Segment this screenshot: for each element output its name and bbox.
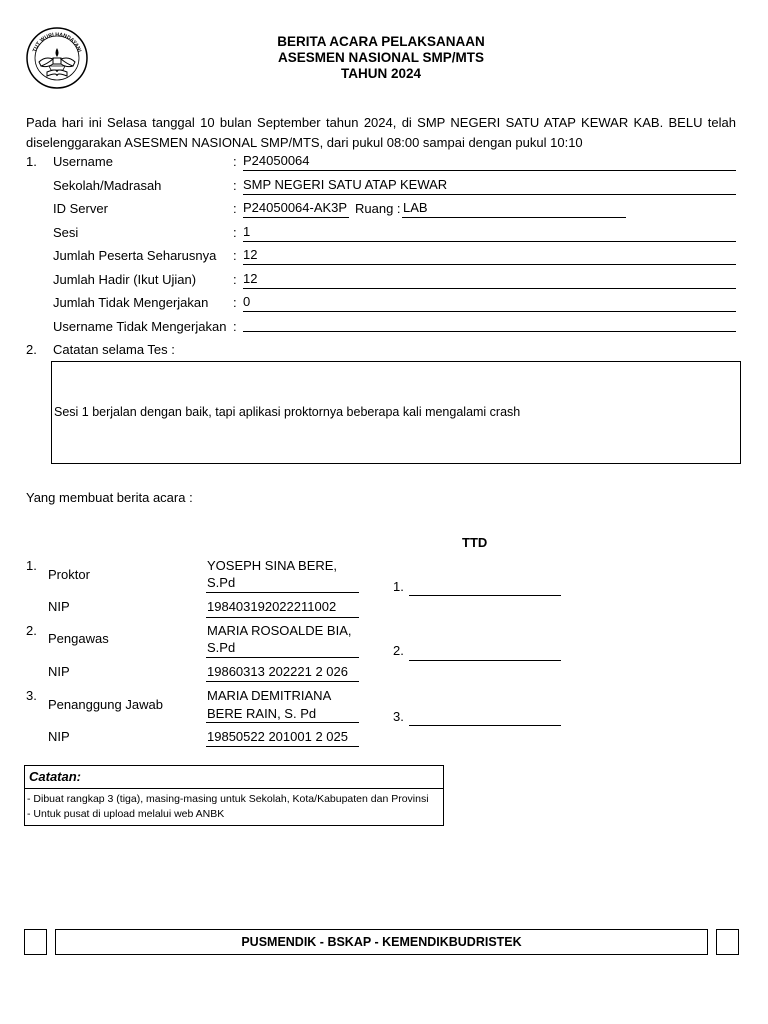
signer-name-line1: MARIA ROSOALDE BIA, [207,623,352,638]
not-working-count-underline [243,311,736,312]
signer-number: 1. [26,558,37,573]
field-colon: : [233,319,237,334]
signer-name-line2: BERE RAIN, S. Pd [207,706,317,721]
nip-label: NIP [48,599,70,614]
signer-name-line1: YOSEPH SINA BERE, [207,558,338,573]
id-server-value: P24050064-AK3P [243,200,348,215]
id-server-label: ID Server [53,201,108,216]
nip-label: NIP [48,664,70,679]
field-colon: : [233,248,237,263]
signer-name-line2: S.Pd [207,640,236,655]
nip-label: NIP [48,729,70,744]
footer-right-square [716,929,739,955]
svg-text:TUT WURI HANDAYANI: TUT WURI HANDAYANI [31,31,83,53]
signer-nip-underline [206,617,359,618]
field-colon: : [233,295,237,310]
ttd-number: 2. [393,643,404,658]
username-label: Username [53,154,113,169]
school-value: SMP NEGERI SATU ATAP KEWAR [243,177,448,192]
signer-number: 3. [26,688,37,703]
signer-name-underline [206,722,359,723]
signer-nip: 19860313 202221 2 026 [207,664,348,679]
document-title-line1: BERITA ACARA PELAKSANAAN [277,34,485,49]
not-working-count-value: 0 [243,294,251,309]
signer-name-line2: S.Pd [207,575,236,590]
catatan-item: - Dibuat rangkap 3 (tiga), masing-masing untuk Sekolah, Kota/Kabupaten dan Provinsi [27,793,429,805]
section2-number: 2. [26,342,37,357]
attendance-underline [243,288,736,289]
catatan-box [24,765,444,826]
footer-box [55,929,708,955]
ttd-heading: TTD [462,535,488,550]
not-working-count-label: Jumlah Tidak Mengerjakan [53,295,209,310]
signature-line [409,660,561,661]
not-working-username-label: Username Tidak Mengerjakan [53,319,227,334]
id-server-underline [243,217,349,218]
signer-role: Penanggung Jawab [48,697,163,712]
sesi-underline [243,241,736,242]
signer-nip: 198403192022211002 [207,599,337,614]
ruang-label: Ruang : [355,201,401,216]
ruang-value: LAB [403,200,428,215]
username-value: P24050064 [243,153,310,168]
test-notes-box [51,361,741,464]
signer-name-line1: MARIA DEMITRIANA [207,688,332,703]
footer-left-square [24,929,47,955]
section1-number: 1. [26,154,37,169]
footer-text: PUSMENDIK - BSKAP - KEMENDIKBUDRISTEK [241,935,522,949]
signer-name-underline [206,657,359,658]
field-colon: : [233,178,237,193]
signer-role: Pengawas [48,631,109,646]
sesi-value: 1 [243,224,251,239]
document-title-year: TAHUN 2024 [340,66,422,81]
signature-line [409,725,561,726]
expected-participants-value: 12 [243,247,258,262]
signature-line [409,595,561,596]
signer-name-underline [206,592,359,593]
test-notes-label: Catatan selama Tes : [53,342,175,357]
signer-number: 2. [26,623,37,638]
intro-paragraph: Pada hari ini Selasa tanggal 10 bulan September tahun 2024, di SMP NEGERI SATU ATAP KEWAR KAB. BELU telah diselenggarakan ASESMEN NASIONAL SMP/MTS, dari pukul 08:00 sampai dengan pukul 10:10 [26,115,736,150]
expected-participants-underline [243,264,736,265]
attendance-value: 12 [243,271,258,286]
field-colon: : [233,225,237,240]
field-colon: : [233,201,237,216]
signer-role: Proktor [48,567,90,582]
expected-participants-label: Jumlah Peserta Seharusnya [53,248,217,263]
school-underline [243,194,736,195]
ttd-number: 1. [393,579,404,594]
ttd-number: 3. [393,709,404,724]
not-working-username-underline [243,331,736,332]
field-colon: : [233,154,237,169]
catatan-header [25,766,443,789]
signer-nip-underline [206,681,359,682]
ruang-underline [402,217,626,218]
test-notes-text: Sesi 1 berjalan dengan baik, tapi aplikasi proktornya beberapa kali mengalami crash [54,405,521,419]
document-title-line2: ASESMEN NASIONAL SMP/MTS [277,50,485,65]
signer-nip: 19850522 201001 2 025 [207,729,348,744]
field-colon: : [233,272,237,287]
sesi-label: Sesi [53,225,79,240]
username-underline [243,170,736,171]
catatan-title: Catatan: [29,769,82,784]
catatan-item: - Untuk pusat di upload melalui web ANBK [27,808,225,820]
tut-wuri-handayani-logo-icon [25,26,89,90]
signers-intro: Yang membuat berita acara : [26,490,193,505]
signer-nip-underline [206,746,359,747]
school-label: Sekolah/Madrasah [53,178,162,193]
attendance-label: Jumlah Hadir (Ikut Ujian) [53,272,197,287]
